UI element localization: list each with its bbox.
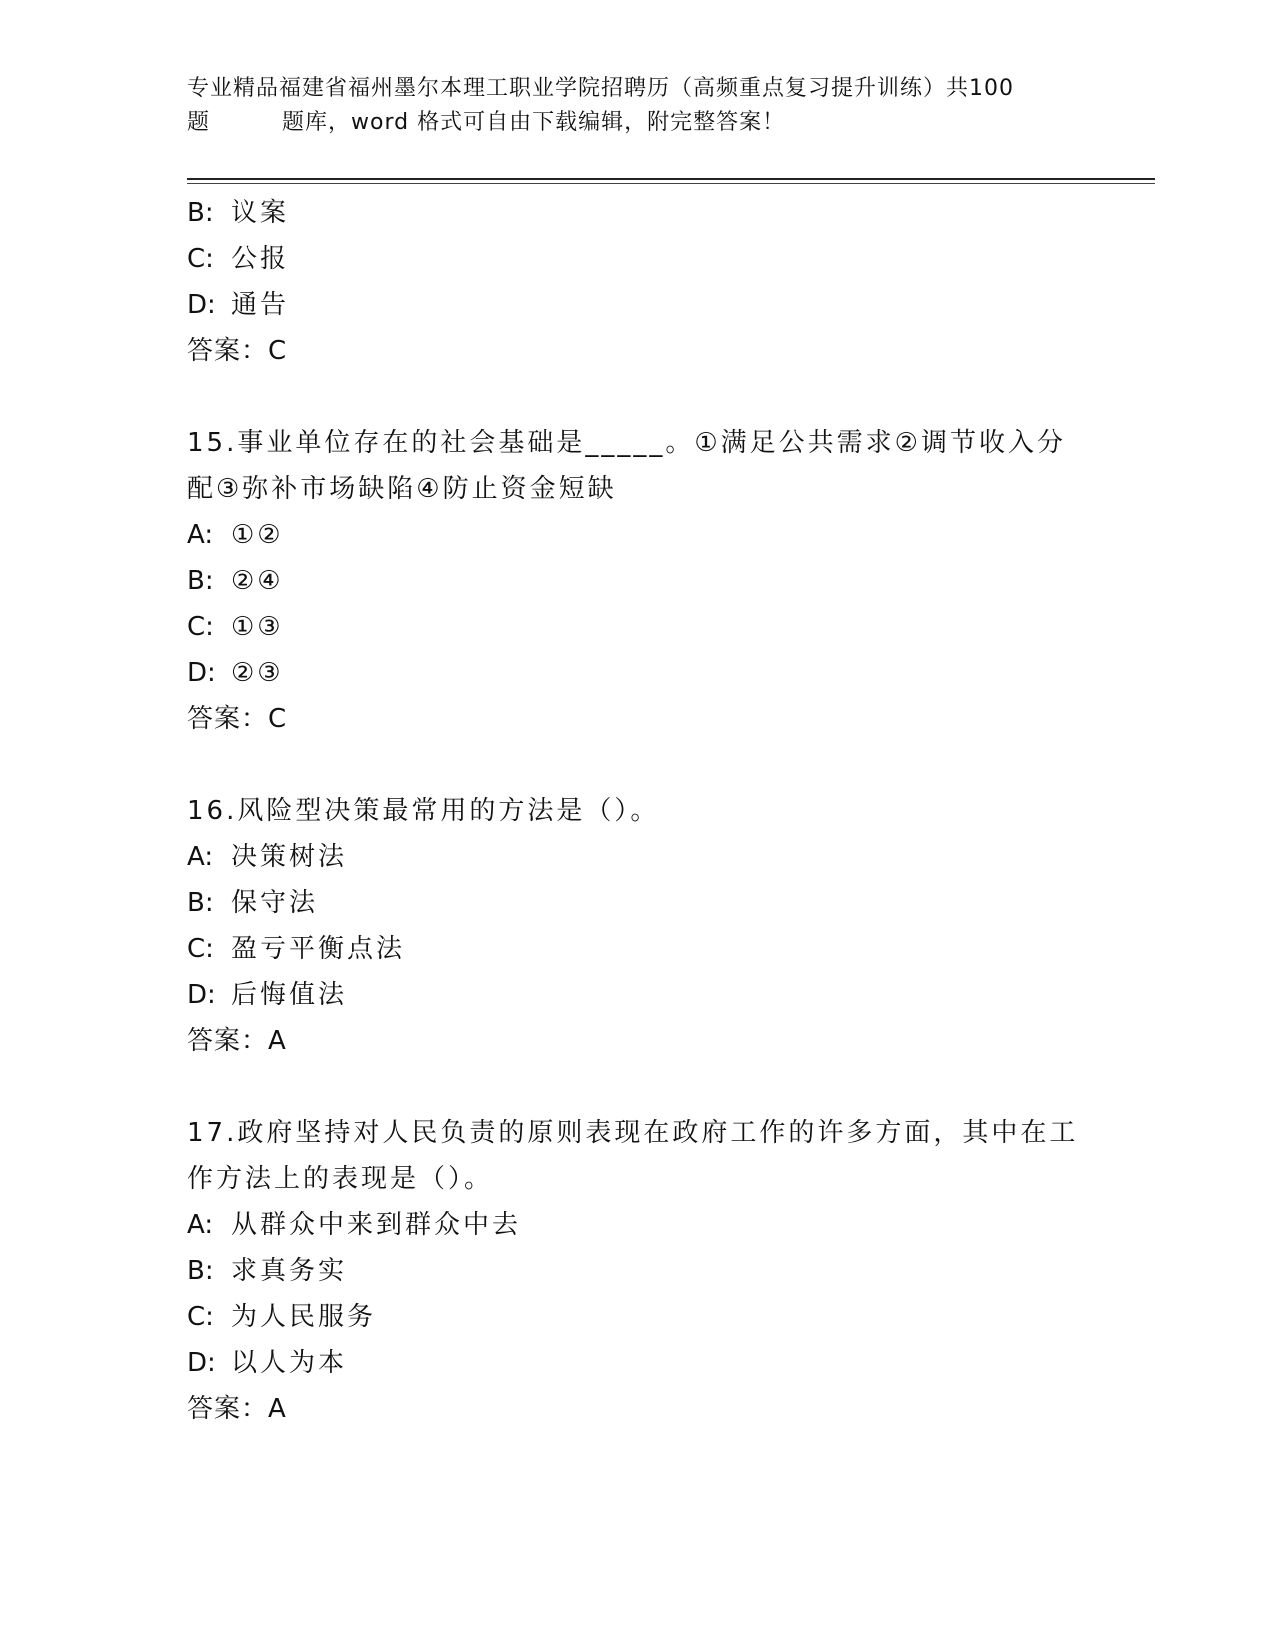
option-text: ①③ <box>231 612 284 642</box>
option-row <box>187 1248 1087 1294</box>
header-rule-thin <box>187 183 1155 184</box>
option-text: 后悔值法 <box>231 980 348 1010</box>
option-key: D: <box>187 980 216 1010</box>
carryover-block <box>187 190 1087 374</box>
question-stem-line: 配③弥补市场缺陷④防止资金短缺 <box>187 474 617 504</box>
option-key: A: <box>187 520 214 550</box>
option-row <box>187 650 1087 696</box>
question-stem-line: 17.政府坚持对人民负责的原则表现在政府工作的许多方面，其中在工 <box>187 1118 1079 1148</box>
document-header <box>187 72 1087 140</box>
option-key: C: <box>187 1302 214 1332</box>
answer-line: 答案：C <box>187 336 288 366</box>
option-key: A: <box>187 842 214 872</box>
option-text: ②③ <box>231 658 284 688</box>
question-block-17 <box>187 1110 1087 1432</box>
option-text: 以人为本 <box>231 1348 348 1378</box>
option-row <box>187 972 1087 1018</box>
option-key: D: <box>187 658 216 688</box>
option-key: D: <box>187 290 216 320</box>
option-text: ②④ <box>231 566 284 596</box>
question-stem-line: 15.事业单位存在的社会基础是_____。①满足公共需求②调节收入分 <box>187 428 1066 458</box>
option-row <box>187 880 1087 926</box>
option-key: D: <box>187 1348 216 1378</box>
option-text: 求真务实 <box>231 1256 348 1286</box>
option-text: 决策树法 <box>231 842 348 872</box>
option-key: C: <box>187 244 214 274</box>
option-text: 为人民服务 <box>231 1302 377 1332</box>
option-key: C: <box>187 612 214 642</box>
header-rule-thick <box>187 178 1155 180</box>
question-content <box>187 190 1087 1432</box>
header-title-line2-rest: 题库，word 格式可自由下载编辑，附完整答案！ <box>282 110 786 135</box>
option-key: B: <box>187 198 214 228</box>
option-row <box>187 190 1087 236</box>
option-row <box>187 926 1087 972</box>
option-text: 盈亏平衡点法 <box>231 934 406 964</box>
answer-line: 答案：A <box>187 1026 287 1056</box>
header-title-line2 <box>187 106 1087 140</box>
question-stem-line: 作方法上的表现是（）。 <box>187 1164 494 1194</box>
option-row <box>187 1294 1087 1340</box>
option-row <box>187 236 1087 282</box>
option-row <box>187 512 1087 558</box>
option-text: 议案 <box>231 198 290 228</box>
answer-line: 答案：C <box>187 704 288 734</box>
option-text: 公报 <box>231 244 290 274</box>
option-row <box>187 1202 1087 1248</box>
option-row <box>187 604 1087 650</box>
option-key: B: <box>187 1256 214 1286</box>
option-key: B: <box>187 888 214 918</box>
option-text: 保守法 <box>231 888 319 918</box>
option-row <box>187 282 1087 328</box>
option-key: C: <box>187 934 214 964</box>
option-text: 通告 <box>231 290 290 320</box>
option-key: A: <box>187 1210 214 1240</box>
option-row <box>187 834 1087 880</box>
answer-line: 答案：A <box>187 1394 287 1424</box>
header-title-line1: 专业精品福建省福州墨尔本理工职业学院招聘历（高频重点复习提升训练）共100 <box>187 76 1014 101</box>
option-text: ①② <box>231 520 284 550</box>
header-title-line2-start: 题 <box>187 110 211 135</box>
option-key: B: <box>187 566 214 596</box>
question-stem-line: 16.风险型决策最常用的方法是（）。 <box>187 796 660 826</box>
option-row <box>187 1340 1087 1386</box>
option-row <box>187 558 1087 604</box>
question-block-16 <box>187 788 1087 1064</box>
option-text: 从群众中来到群众中去 <box>231 1210 522 1240</box>
question-block-15 <box>187 420 1087 742</box>
